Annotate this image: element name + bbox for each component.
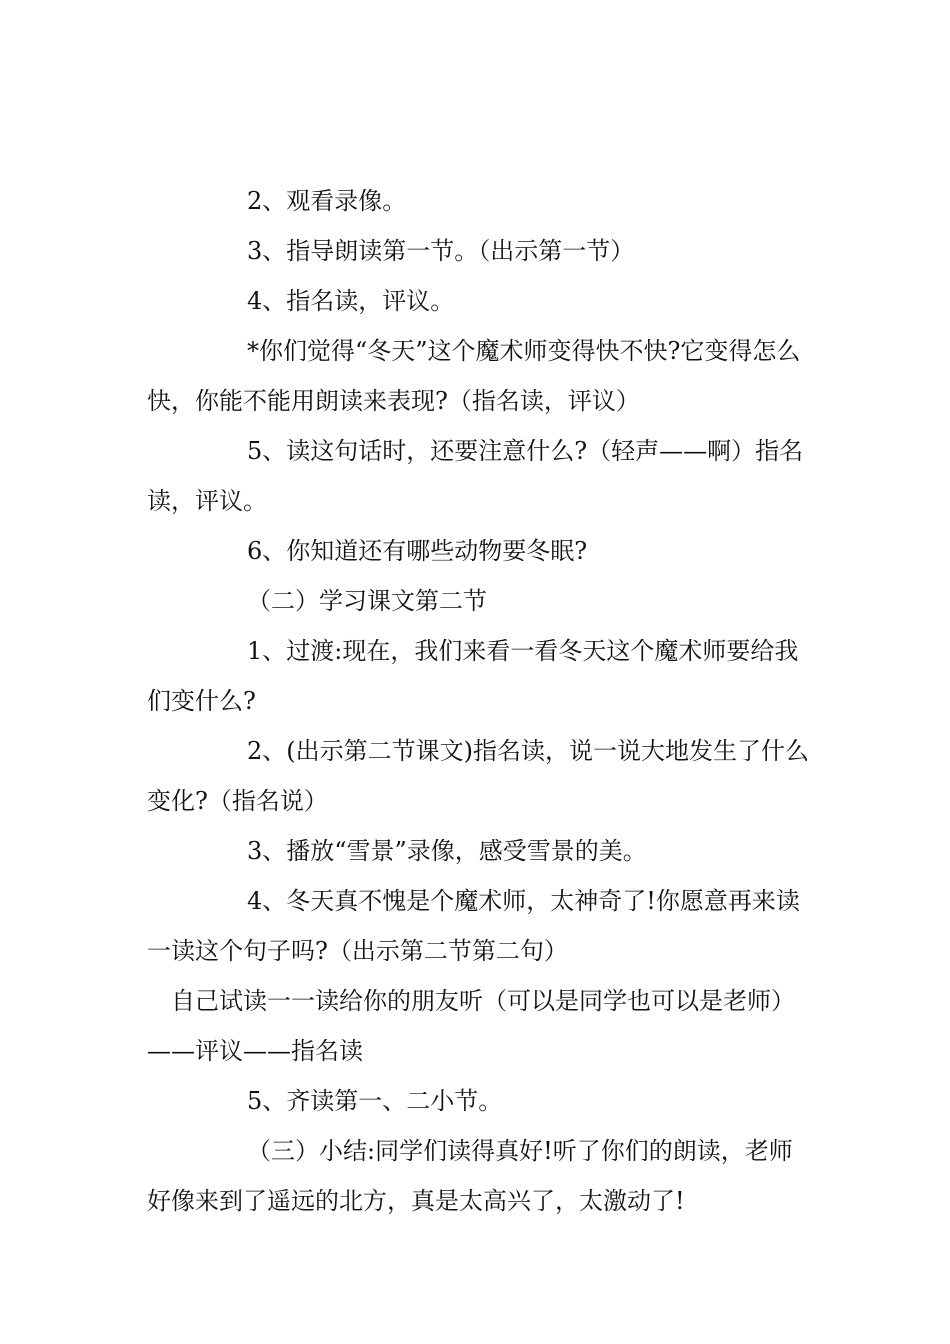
paragraph-5: 5、读这句话时，还要注意什么?（轻声——啊）指名读，评议。 [147, 437, 804, 515]
paragraph-6: 6、你知道还有哪些动物要冬眠? [247, 537, 588, 565]
paragraph-1: 2、观看录像。 [247, 187, 407, 215]
paragraph-10: 4、冬天真不愧是个魔术师，太神奇了!你愿意再来读一读这个句子吗?（出示第二节第二句） [147, 887, 800, 965]
paragraph-4: *你们觉得“冬天”这个魔术师变得快不快?它变得怎么快，你能不能用朗读来表现?（指名读，评议） [147, 337, 801, 415]
paragraph-12: 5、齐读第一、二小节。 [247, 1087, 503, 1115]
section-heading-2: （二）学习课文第二节 [247, 587, 487, 615]
paragraph-8: 2、(出示第二节课文)指名读，说一说大地发生了什么变化?（指名说） [147, 737, 809, 815]
paragraph-9: 3、播放“雪景”录像，感受雪景的美。 [247, 837, 647, 865]
paragraph-3: 4、指名读，评议。 [247, 287, 455, 315]
paragraph-7: 1、过渡:现在，我们来看一看冬天这个魔术师要给我们变什么? [147, 637, 799, 715]
paragraph-11: 自己试读一一读给你的朋友听（可以是同学也可以是老师）——评议——指名读 [147, 987, 795, 1065]
summary-paragraph: （三）小结:同学们读得真好!听了你们的朗读，老师好像来到了遥远的北方，真是太高兴了，太激动了! [147, 1137, 793, 1215]
paragraph-2: 3、指导朗读第一节。（出示第一节） [247, 237, 635, 265]
document-body [147, 176, 815, 1226]
